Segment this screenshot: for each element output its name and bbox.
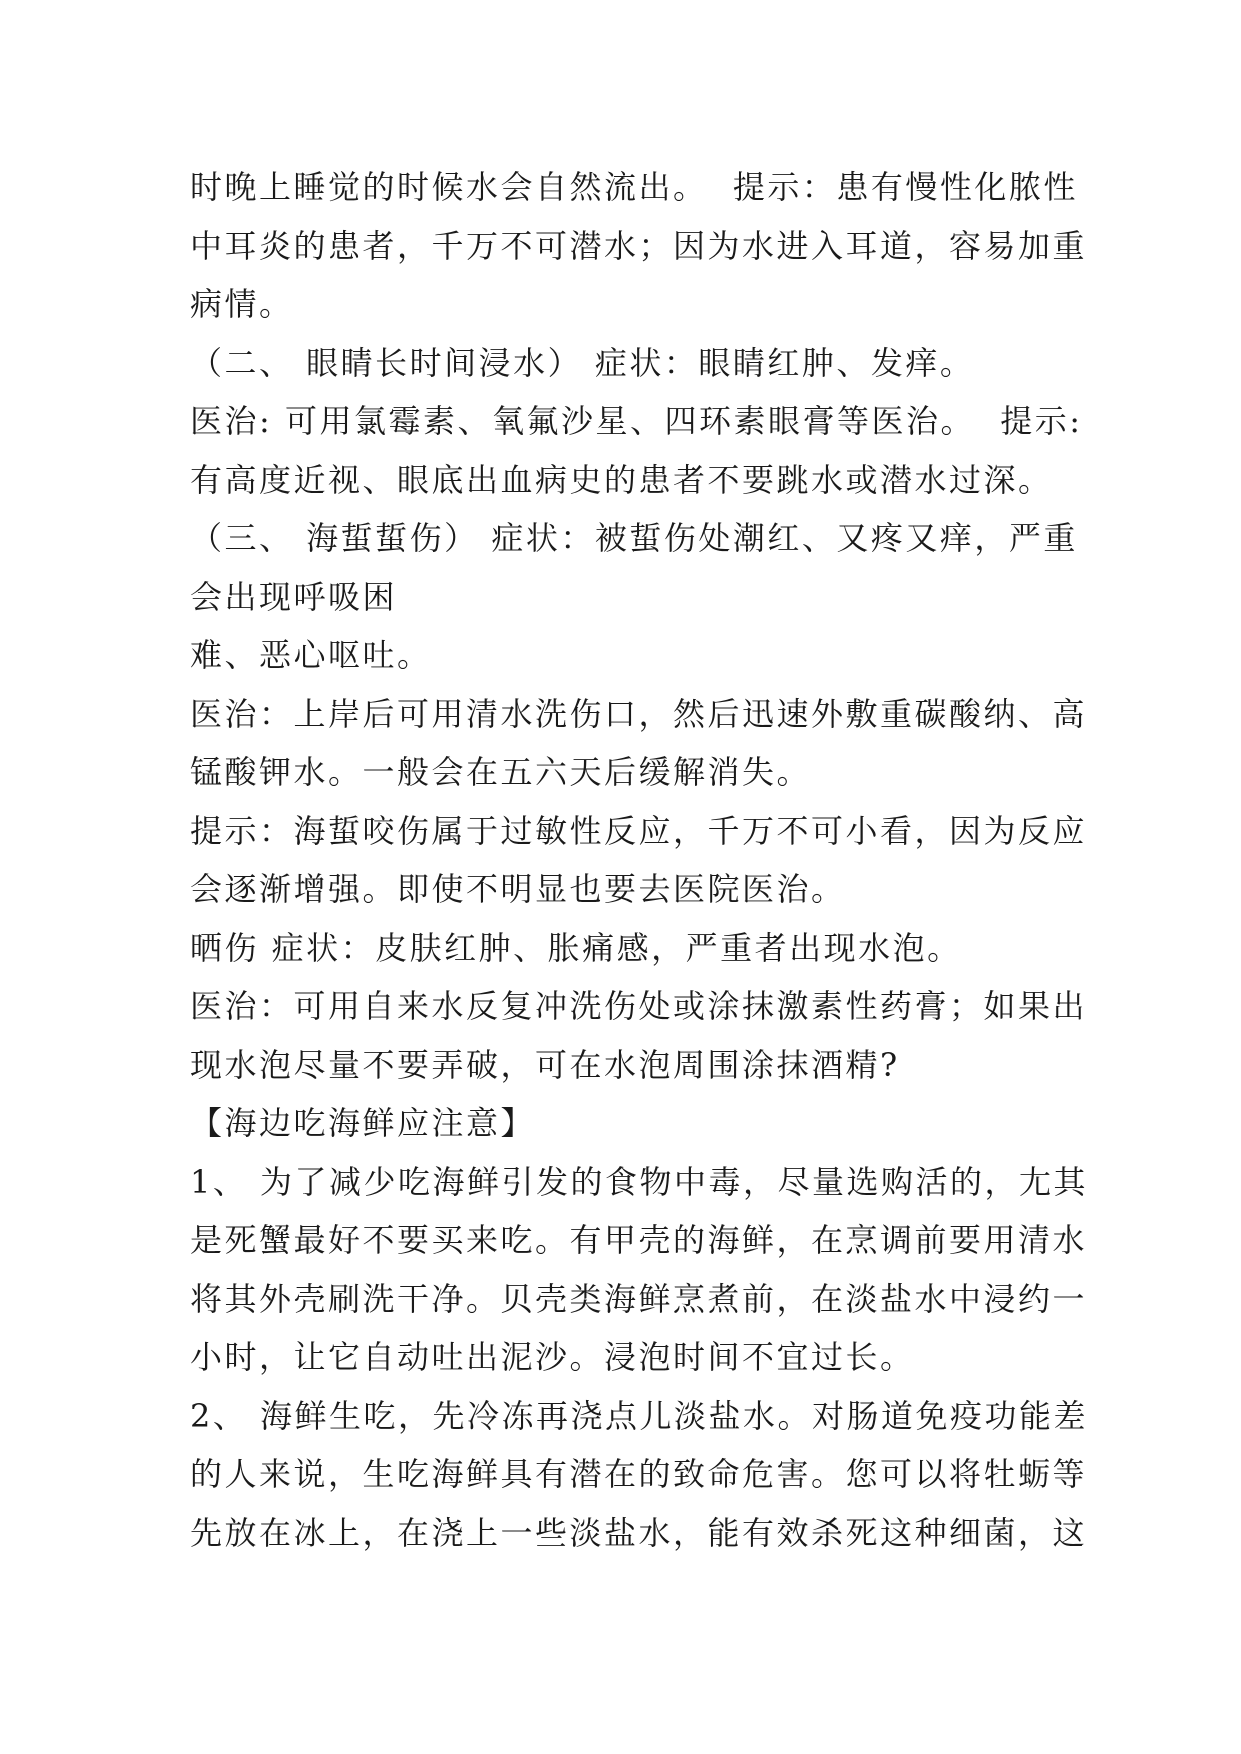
text-line: 将其外壳刷洗干净。贝壳类海鲜烹煮前，在淡盐水中浸约一 [190,1279,1088,1318]
text-line: 病情。 [190,285,294,323]
text-line: 晒伤 症状：皮肤红肿、胀痛感，严重者出现水泡。 [190,928,962,967]
text-line: 难、恶心呕吐。 [190,636,432,674]
text-line: 是死蟹最好不要买来吃。有甲壳的海鲜，在烹调前要用清水 [190,1221,1088,1259]
text-line: 医治：上岸后可用清水洗伤口，然后迅速外敷重碳酸纳、高 [190,694,1088,733]
text-line: 会逐渐增强。即使不明显也要去医院医治。 [190,870,846,908]
section-heading: 【海边吃海鲜应注意】 [190,1104,536,1142]
text-line: 有高度近视、眼底出血病史的患者不要跳水或潜水过深。 [190,460,1053,499]
text-line: 1、 为了减少吃海鲜引发的食物中毒，尽量选购活的，尢其 [190,1162,1089,1201]
text-line: 医治: 可用氯霉素、氧氟沙星、四环素眼膏等医治。 提示: [190,402,1083,440]
text-line: （二、 眼睛长时间浸水） 症状：眼睛红肿、发痒。 [190,343,975,382]
text-line: 小时，让它自动吐出泥沙。浸泡时间不宜过长。 [190,1338,915,1376]
text-line: 的人来说，生吃海鲜具有潜在的致命危害。您可以将牡蛎等 [190,1455,1088,1493]
text-line: 锰酸钾水。一般会在五六天后缓解消失。 [190,753,812,791]
text-line: 医治：可用自来水反复冲洗伤处或涂抹激素性药膏；如果出 [190,987,1088,1025]
text-line: 会出现呼吸困 [190,577,398,616]
text-line: 现水泡尽量不要弄破，可在水泡周围涂抹酒精? [190,1045,900,1084]
text-line: 2、 海鲜生吃，先冷冻再浇点儿淡盐水。对肠道免疫功能差 [190,1396,1089,1435]
text-line: （三、 海蜇蜇伤） 症状：被蜇伤处潮红、又疼又痒，严重 [190,519,1078,557]
text-line: 提示：海蜇咬伤属于过敏性反应，千万不可小看，因为反应 [190,811,1088,850]
text-line: 时晚上睡觉的时候水会自然流出。 提示：患有慢性化脓性 [190,168,1078,206]
text-line: 先放在冰上，在浇上一些淡盐水，能有效杀死这种细菌，这 [190,1513,1088,1552]
document-body [190,158,1089,1562]
text-line: 中耳炎的患者，千万不可潜水；因为水进入耳道，容易加重 [190,226,1088,265]
